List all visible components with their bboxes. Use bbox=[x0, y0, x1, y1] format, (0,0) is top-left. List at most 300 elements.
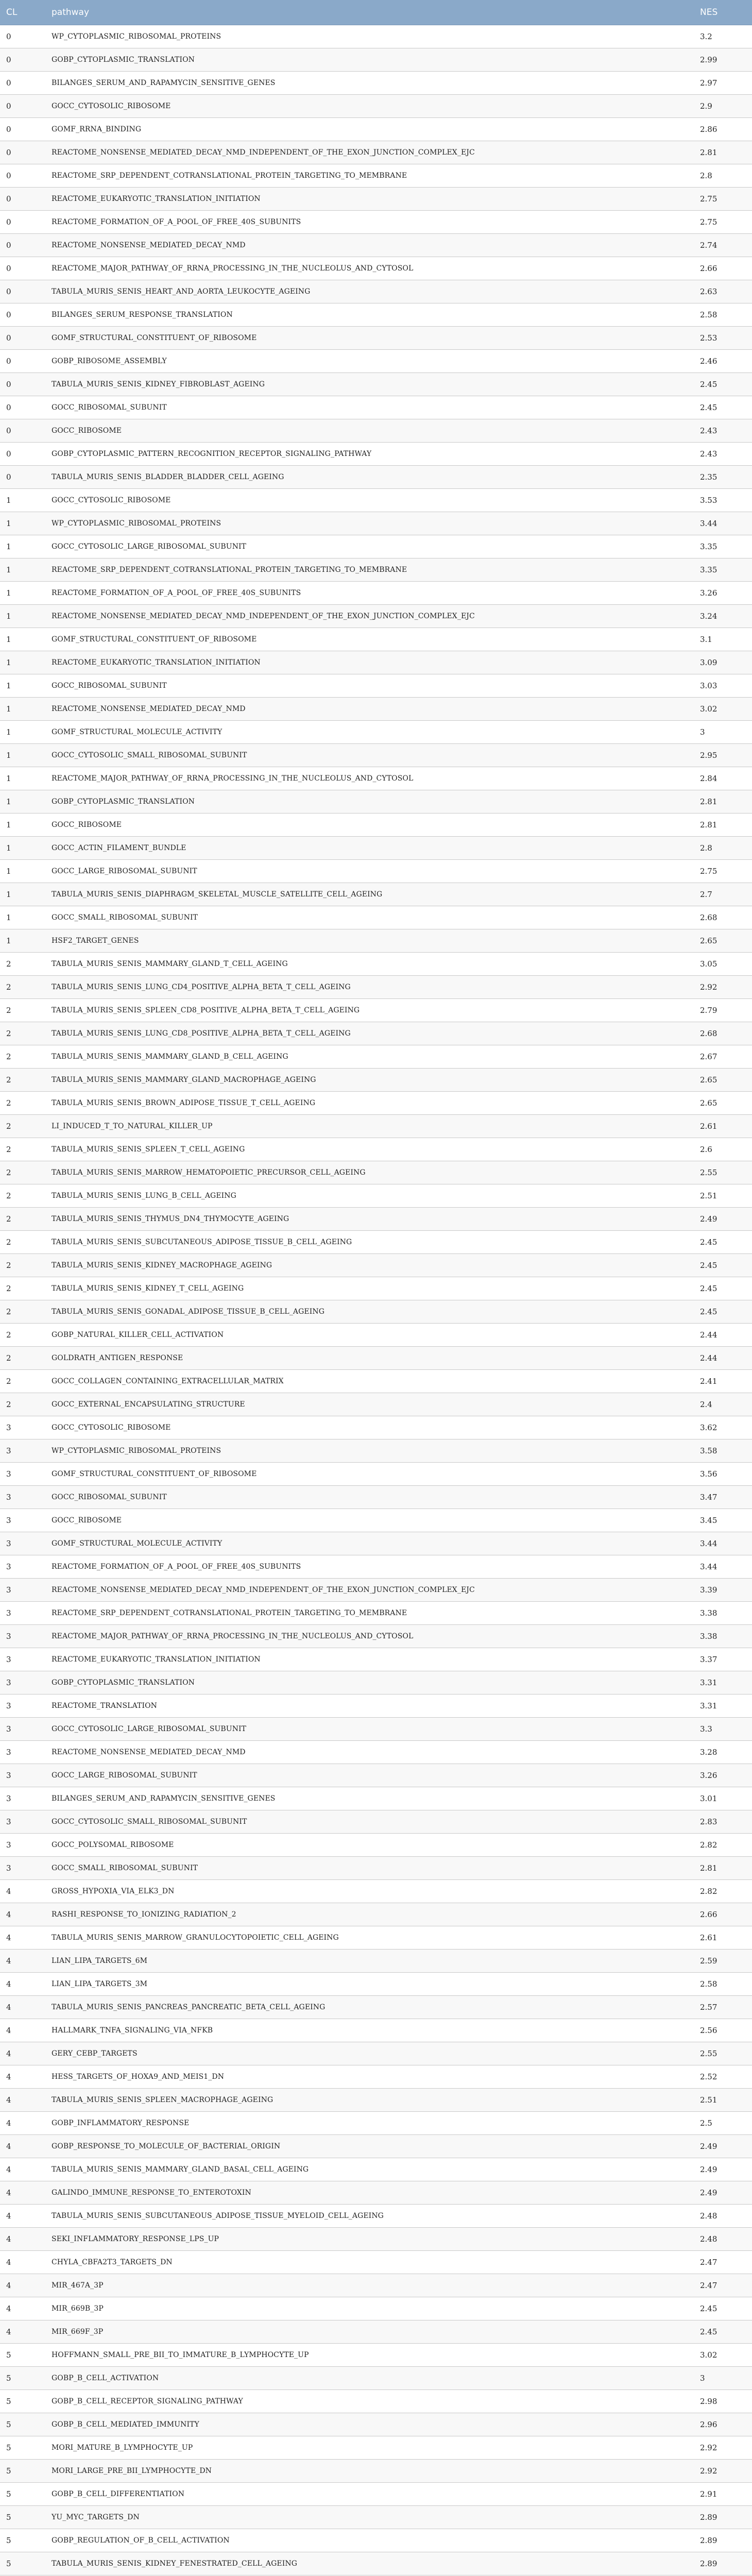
cell-cluster: 1 bbox=[0, 721, 45, 744]
cell-cluster: 1 bbox=[0, 628, 45, 651]
table-row bbox=[0, 628, 752, 651]
table-row bbox=[0, 2135, 752, 2158]
cell-cluster: 5 bbox=[0, 2552, 45, 2575]
cell-cluster: 1 bbox=[0, 512, 45, 535]
cell-cluster: 2 bbox=[0, 1045, 45, 1069]
cell-cluster: 4 bbox=[0, 2251, 45, 2274]
cell-cluster: 4 bbox=[0, 2320, 45, 2344]
cell-cluster: 0 bbox=[0, 234, 45, 257]
cell-nes: 2.8 bbox=[694, 164, 752, 188]
cell-nes: 3.31 bbox=[694, 1671, 752, 1694]
cell-nes: 2.49 bbox=[694, 2181, 752, 2205]
cell-pathway: REACTOME_SRP_DEPENDENT_COTRANSLATIONAL_PROTEIN_TARGETING_TO_MEMBRANE bbox=[45, 558, 694, 582]
cell-pathway: GROSS_HYPOXIA_VIA_ELK3_DN bbox=[45, 1880, 694, 1903]
cell-nes: 2.43 bbox=[694, 443, 752, 466]
cell-cluster: 1 bbox=[0, 605, 45, 628]
cell-cluster: 4 bbox=[0, 2297, 45, 2320]
cell-cluster: 5 bbox=[0, 2390, 45, 2413]
cell-pathway: REACTOME_NONSENSE_MEDIATED_DECAY_NMD bbox=[45, 1741, 694, 1764]
cell-pathway: GOMF_STRUCTURAL_MOLECULE_ACTIVITY bbox=[45, 1532, 694, 1555]
cell-pathway: WP_CYTOPLASMIC_RIBOSOMAL_PROTEINS bbox=[45, 25, 694, 48]
cell-nes: 2.91 bbox=[694, 2483, 752, 2506]
cell-pathway: REACTOME_NONSENSE_MEDIATED_DECAY_NMD bbox=[45, 234, 694, 257]
cell-nes: 2.4 bbox=[694, 1393, 752, 1416]
cell-nes: 3.45 bbox=[694, 1509, 752, 1532]
cell-cluster: 4 bbox=[0, 1926, 45, 1950]
cell-cluster: 1 bbox=[0, 837, 45, 860]
cell-nes: 2.45 bbox=[694, 1231, 752, 1254]
cell-nes: 2.48 bbox=[694, 2205, 752, 2228]
cell-pathway: CHYLA_CBFA2T3_TARGETS_DN bbox=[45, 2251, 694, 2274]
table-row bbox=[0, 2297, 752, 2320]
table-row bbox=[0, 2089, 752, 2112]
table-row bbox=[0, 1277, 752, 1300]
cell-cluster: 1 bbox=[0, 535, 45, 558]
table-row bbox=[0, 535, 752, 558]
table-row bbox=[0, 582, 752, 605]
cell-cluster: 2 bbox=[0, 1393, 45, 1416]
cell-cluster: 4 bbox=[0, 2089, 45, 2112]
cell-cluster: 2 bbox=[0, 1347, 45, 1370]
table-row bbox=[0, 906, 752, 929]
cell-cluster: 0 bbox=[0, 396, 45, 419]
table-row bbox=[0, 1926, 752, 1950]
cell-pathway: GALINDO_IMMUNE_RESPONSE_TO_ENTEROTOXIN bbox=[45, 2181, 694, 2205]
table-row bbox=[0, 164, 752, 188]
table-row bbox=[0, 2483, 752, 2506]
table-row bbox=[0, 2181, 752, 2205]
header-row bbox=[0, 0, 752, 25]
cell-cluster: 2 bbox=[0, 953, 45, 976]
cell-pathway: REACTOME_FORMATION_OF_A_POOL_OF_FREE_40S_SUBUNITS bbox=[45, 1555, 694, 1579]
cell-pathway: TABULA_MURIS_SENIS_SPLEEN_CD8_POSITIVE_ALPHA_BETA_T_CELL_AGEING bbox=[45, 999, 694, 1022]
cell-pathway: GOBP_INFLAMMATORY_RESPONSE bbox=[45, 2112, 694, 2135]
cell-cluster: 5 bbox=[0, 2529, 45, 2552]
cell-nes: 2.45 bbox=[694, 396, 752, 419]
table-header bbox=[0, 0, 752, 25]
cell-cluster: 2 bbox=[0, 1115, 45, 1138]
table-row bbox=[0, 1231, 752, 1254]
cell-pathway: GOCC_RIBOSOME bbox=[45, 814, 694, 837]
cell-pathway: LI_INDUCED_T_TO_NATURAL_KILLER_UP bbox=[45, 1115, 694, 1138]
cell-pathway: GOCC_SMALL_RIBOSOMAL_SUBUNIT bbox=[45, 1857, 694, 1880]
cell-pathway: MIR_669B_3P bbox=[45, 2297, 694, 2320]
table-row bbox=[0, 1022, 752, 1045]
table-row bbox=[0, 1880, 752, 1903]
cell-pathway: REACTOME_NONSENSE_MEDIATED_DECAY_NMD bbox=[45, 698, 694, 721]
header-pathway: pathway bbox=[45, 0, 694, 25]
table-row bbox=[0, 303, 752, 327]
cell-cluster: 0 bbox=[0, 466, 45, 489]
cell-cluster: 5 bbox=[0, 2344, 45, 2367]
table-row bbox=[0, 1115, 752, 1138]
cell-pathway: GOCC_CYTOSOLIC_SMALL_RIBOSOMAL_SUBUNIT bbox=[45, 1810, 694, 1834]
table-row bbox=[0, 1138, 752, 1161]
table-row bbox=[0, 1416, 752, 1439]
cell-pathway: MIR_669F_3P bbox=[45, 2320, 694, 2344]
table-row bbox=[0, 141, 752, 164]
table-row bbox=[0, 1579, 752, 1602]
cell-cluster: 0 bbox=[0, 419, 45, 443]
cell-cluster: 4 bbox=[0, 2158, 45, 2181]
cell-nes: 2.49 bbox=[694, 2135, 752, 2158]
cell-pathway: GOBP_B_CELL_ACTIVATION bbox=[45, 2367, 694, 2390]
table-row bbox=[0, 1370, 752, 1393]
cell-pathway: RASHI_RESPONSE_TO_IONIZING_RADIATION_2 bbox=[45, 1903, 694, 1926]
table-row bbox=[0, 211, 752, 234]
table-row bbox=[0, 466, 752, 489]
cell-nes: 3.02 bbox=[694, 2344, 752, 2367]
cell-pathway: REACTOME_FORMATION_OF_A_POOL_OF_FREE_40S_SUBUNITS bbox=[45, 582, 694, 605]
cell-nes: 2.6 bbox=[694, 1138, 752, 1161]
cell-nes: 2.66 bbox=[694, 257, 752, 280]
cell-pathway: TABULA_MURIS_SENIS_MARROW_GRANULOCYTOPOIETIC_CELL_AGEING bbox=[45, 1926, 694, 1950]
cell-nes: 2.57 bbox=[694, 1996, 752, 2019]
table-row bbox=[0, 72, 752, 95]
header-nes: NES bbox=[694, 0, 752, 25]
cell-cluster: 4 bbox=[0, 2274, 45, 2297]
cell-pathway: GOCC_RIBOSOME bbox=[45, 1509, 694, 1532]
cell-nes: 2.86 bbox=[694, 118, 752, 141]
cell-cluster: 3 bbox=[0, 1625, 45, 1648]
cell-pathway: GOBP_B_CELL_MEDIATED_IMMUNITY bbox=[45, 2413, 694, 2436]
cell-cluster: 2 bbox=[0, 1208, 45, 1231]
cell-cluster: 0 bbox=[0, 188, 45, 211]
cell-cluster: 4 bbox=[0, 1903, 45, 1926]
cell-pathway: TABULA_MURIS_SENIS_GONADAL_ADIPOSE_TISSUE_B_CELL_AGEING bbox=[45, 1300, 694, 1324]
cell-cluster: 0 bbox=[0, 373, 45, 396]
cell-nes: 2.82 bbox=[694, 1880, 752, 1903]
table-row bbox=[0, 558, 752, 582]
table-row bbox=[0, 2413, 752, 2436]
cell-pathway: REACTOME_MAJOR_PATHWAY_OF_RRNA_PROCESSING_IN_THE_NUCLEOLUS_AND_CYTOSOL bbox=[45, 767, 694, 790]
table-row bbox=[0, 2320, 752, 2344]
cell-cluster: 1 bbox=[0, 929, 45, 953]
cell-cluster: 5 bbox=[0, 2436, 45, 2460]
table-row bbox=[0, 651, 752, 674]
cell-pathway: TABULA_MURIS_SENIS_HEART_AND_AORTA_LEUKOCYTE_AGEING bbox=[45, 280, 694, 303]
cell-pathway: YU_MYC_TARGETS_DN bbox=[45, 2506, 694, 2529]
cell-cluster: 1 bbox=[0, 489, 45, 512]
cell-nes: 2.55 bbox=[694, 1161, 752, 1184]
cell-pathway: REACTOME_SRP_DEPENDENT_COTRANSLATIONAL_PROTEIN_TARGETING_TO_MEMBRANE bbox=[45, 164, 694, 188]
cell-cluster: 2 bbox=[0, 1300, 45, 1324]
cell-cluster: 3 bbox=[0, 1718, 45, 1741]
table-row bbox=[0, 1161, 752, 1184]
cell-cluster: 3 bbox=[0, 1555, 45, 1579]
cell-pathway: REACTOME_EUKARYOTIC_TRANSLATION_INITIATION bbox=[45, 651, 694, 674]
cell-pathway: GOCC_CYTOSOLIC_LARGE_RIBOSOMAL_SUBUNIT bbox=[45, 1718, 694, 1741]
header-cl: CL bbox=[0, 0, 45, 25]
table-row bbox=[0, 1324, 752, 1347]
cell-nes: 2.45 bbox=[694, 373, 752, 396]
cell-pathway: GOCC_CYTOSOLIC_RIBOSOME bbox=[45, 489, 694, 512]
cell-cluster: 4 bbox=[0, 2228, 45, 2251]
cell-cluster: 2 bbox=[0, 1254, 45, 1277]
table-row bbox=[0, 118, 752, 141]
cell-nes: 2.81 bbox=[694, 141, 752, 164]
cell-pathway: REACTOME_EUKARYOTIC_TRANSLATION_INITIATION bbox=[45, 188, 694, 211]
cell-pathway: REACTOME_FORMATION_OF_A_POOL_OF_FREE_40S_SUBUNITS bbox=[45, 211, 694, 234]
cell-nes: 2.45 bbox=[694, 2297, 752, 2320]
cell-nes: 2.45 bbox=[694, 1254, 752, 1277]
cell-pathway: TABULA_MURIS_SENIS_SUBCUTANEOUS_ADIPOSE_TISSUE_MYELOID_CELL_AGEING bbox=[45, 2205, 694, 2228]
cell-nes: 2.89 bbox=[694, 2506, 752, 2529]
table-row bbox=[0, 48, 752, 72]
cell-nes: 2.5 bbox=[694, 2112, 752, 2135]
cell-nes: 3.2 bbox=[694, 25, 752, 48]
cell-nes: 3.47 bbox=[694, 1486, 752, 1509]
cell-pathway: GOMF_STRUCTURAL_MOLECULE_ACTIVITY bbox=[45, 721, 694, 744]
cell-nes: 3.26 bbox=[694, 1764, 752, 1787]
cell-pathway: TABULA_MURIS_SENIS_KIDNEY_T_CELL_AGEING bbox=[45, 1277, 694, 1300]
cell-nes: 2.58 bbox=[694, 303, 752, 327]
table-row bbox=[0, 1347, 752, 1370]
cell-pathway: GOCC_LARGE_RIBOSOMAL_SUBUNIT bbox=[45, 860, 694, 883]
table-row bbox=[0, 1254, 752, 1277]
cell-pathway: REACTOME_MAJOR_PATHWAY_OF_RRNA_PROCESSING_IN_THE_NUCLEOLUS_AND_CYTOSOL bbox=[45, 257, 694, 280]
cell-nes: 2.82 bbox=[694, 1834, 752, 1857]
table-row bbox=[0, 1857, 752, 1880]
cell-pathway: GOCC_RIBOSOMAL_SUBUNIT bbox=[45, 674, 694, 698]
table-row bbox=[0, 2112, 752, 2135]
cell-pathway: GOBP_B_CELL_DIFFERENTIATION bbox=[45, 2483, 694, 2506]
cell-cluster: 3 bbox=[0, 1602, 45, 1625]
table-row bbox=[0, 512, 752, 535]
cell-pathway: LIAN_LIPA_TARGETS_6M bbox=[45, 1950, 694, 1973]
table-row bbox=[0, 95, 752, 118]
cell-pathway: GOMF_STRUCTURAL_CONSTITUENT_OF_RIBOSOME bbox=[45, 327, 694, 350]
cell-nes: 2.45 bbox=[694, 1300, 752, 1324]
cell-cluster: 3 bbox=[0, 1764, 45, 1787]
cell-cluster: 0 bbox=[0, 257, 45, 280]
cell-nes: 2.98 bbox=[694, 2390, 752, 2413]
cell-nes: 2.68 bbox=[694, 1022, 752, 1045]
table-row bbox=[0, 2529, 752, 2552]
cell-cluster: 3 bbox=[0, 1532, 45, 1555]
cell-nes: 2.49 bbox=[694, 2158, 752, 2181]
table-row bbox=[0, 790, 752, 814]
cell-cluster: 5 bbox=[0, 2367, 45, 2390]
cell-pathway: TABULA_MURIS_SENIS_LUNG_CD4_POSITIVE_ALPHA_BETA_T_CELL_AGEING bbox=[45, 976, 694, 999]
cell-nes: 2.41 bbox=[694, 1370, 752, 1393]
cell-nes: 2.75 bbox=[694, 188, 752, 211]
table-row bbox=[0, 1208, 752, 1231]
cell-nes: 3.39 bbox=[694, 1579, 752, 1602]
cell-nes: 2.47 bbox=[694, 2251, 752, 2274]
cell-pathway: TABULA_MURIS_SENIS_LUNG_CD8_POSITIVE_ALPHA_BETA_T_CELL_AGEING bbox=[45, 1022, 694, 1045]
cell-nes: 2.66 bbox=[694, 1903, 752, 1926]
cell-nes: 2.7 bbox=[694, 883, 752, 906]
cell-nes: 2.47 bbox=[694, 2274, 752, 2297]
table-row bbox=[0, 860, 752, 883]
cell-cluster: 0 bbox=[0, 350, 45, 373]
table-row bbox=[0, 814, 752, 837]
table-row bbox=[0, 1741, 752, 1764]
cell-pathway: GOBP_CYTOPLASMIC_PATTERN_RECOGNITION_RECEPTOR_SIGNALING_PATHWAY bbox=[45, 443, 694, 466]
cell-pathway: GOBP_REGULATION_OF_B_CELL_ACTIVATION bbox=[45, 2529, 694, 2552]
cell-nes: 2.35 bbox=[694, 466, 752, 489]
table-row bbox=[0, 837, 752, 860]
cell-cluster: 1 bbox=[0, 582, 45, 605]
cell-nes: 3.44 bbox=[694, 512, 752, 535]
cell-cluster: 4 bbox=[0, 2205, 45, 2228]
cell-pathway: GOCC_ACTIN_FILAMENT_BUNDLE bbox=[45, 837, 694, 860]
cell-pathway: GOCC_CYTOSOLIC_RIBOSOME bbox=[45, 1416, 694, 1439]
table-row bbox=[0, 234, 752, 257]
cell-pathway: WP_CYTOPLASMIC_RIBOSOMAL_PROTEINS bbox=[45, 512, 694, 535]
table-row bbox=[0, 605, 752, 628]
cell-nes: 2.81 bbox=[694, 1857, 752, 1880]
cell-pathway: WP_CYTOPLASMIC_RIBOSOMAL_PROTEINS bbox=[45, 1439, 694, 1463]
cell-nes: 2.52 bbox=[694, 2065, 752, 2089]
table-row bbox=[0, 1092, 752, 1115]
table-row bbox=[0, 1810, 752, 1834]
cell-nes: 2.75 bbox=[694, 211, 752, 234]
table-row bbox=[0, 999, 752, 1022]
cell-cluster: 0 bbox=[0, 141, 45, 164]
cell-cluster: 3 bbox=[0, 1486, 45, 1509]
cell-pathway: TABULA_MURIS_SENIS_SUBCUTANEOUS_ADIPOSE_TISSUE_B_CELL_AGEING bbox=[45, 1231, 694, 1254]
cell-nes: 3.09 bbox=[694, 651, 752, 674]
cell-nes: 2.89 bbox=[694, 2529, 752, 2552]
table-row bbox=[0, 1834, 752, 1857]
cell-nes: 2.65 bbox=[694, 1092, 752, 1115]
table-row bbox=[0, 1555, 752, 1579]
cell-cluster: 2 bbox=[0, 1161, 45, 1184]
table-row bbox=[0, 1602, 752, 1625]
cell-cluster: 1 bbox=[0, 558, 45, 582]
cell-cluster: 3 bbox=[0, 1509, 45, 1532]
cell-cluster: 2 bbox=[0, 1184, 45, 1208]
cell-cluster: 1 bbox=[0, 698, 45, 721]
cell-cluster: 1 bbox=[0, 674, 45, 698]
table-row bbox=[0, 2460, 752, 2483]
cell-nes: 3.44 bbox=[694, 1555, 752, 1579]
table-row bbox=[0, 2344, 752, 2367]
table-row bbox=[0, 2019, 752, 2042]
cell-cluster: 0 bbox=[0, 211, 45, 234]
cell-cluster: 4 bbox=[0, 1880, 45, 1903]
table-row bbox=[0, 1069, 752, 1092]
cell-nes: 2.9 bbox=[694, 95, 752, 118]
table-row bbox=[0, 280, 752, 303]
cell-pathway: REACTOME_TRANSLATION bbox=[45, 1694, 694, 1718]
cell-pathway: LIAN_LIPA_TARGETS_3M bbox=[45, 1973, 694, 1996]
table-row bbox=[0, 350, 752, 373]
cell-nes: 3.31 bbox=[694, 1694, 752, 1718]
cell-cluster: 2 bbox=[0, 1092, 45, 1115]
cell-nes: 2.83 bbox=[694, 1810, 752, 1834]
table-row bbox=[0, 443, 752, 466]
cell-pathway: HSF2_TARGET_GENES bbox=[45, 929, 694, 953]
cell-cluster: 0 bbox=[0, 118, 45, 141]
cell-nes: 2.65 bbox=[694, 1069, 752, 1092]
cell-pathway: GERY_CEBP_TARGETS bbox=[45, 2042, 694, 2065]
cell-nes: 3.53 bbox=[694, 489, 752, 512]
cell-pathway: GOBP_RIBOSOME_ASSEMBLY bbox=[45, 350, 694, 373]
cell-pathway: MORI_LARGE_PRE_BII_LYMPHOCYTE_DN bbox=[45, 2460, 694, 2483]
table-row bbox=[0, 1694, 752, 1718]
cell-cluster: 2 bbox=[0, 1324, 45, 1347]
cell-cluster: 5 bbox=[0, 2460, 45, 2483]
cell-nes: 2.51 bbox=[694, 1184, 752, 1208]
table-row bbox=[0, 373, 752, 396]
cell-nes: 2.92 bbox=[694, 2460, 752, 2483]
cell-cluster: 4 bbox=[0, 1950, 45, 1973]
cell-pathway: GOCC_SMALL_RIBOSOMAL_SUBUNIT bbox=[45, 906, 694, 929]
cell-cluster: 4 bbox=[0, 2181, 45, 2205]
cell-pathway: REACTOME_NONSENSE_MEDIATED_DECAY_NMD_INDEPENDENT_OF_THE_EXON_JUNCTION_COMPLEX_EJC bbox=[45, 605, 694, 628]
cell-nes: 3.56 bbox=[694, 1463, 752, 1486]
cell-cluster: 0 bbox=[0, 72, 45, 95]
cell-cluster: 4 bbox=[0, 2065, 45, 2089]
cell-pathway: TABULA_MURIS_SENIS_SPLEEN_MACROPHAGE_AGEING bbox=[45, 2089, 694, 2112]
cell-nes: 2.58 bbox=[694, 1973, 752, 1996]
cell-nes: 2.67 bbox=[694, 1045, 752, 1069]
cell-pathway: GOBP_CYTOPLASMIC_TRANSLATION bbox=[45, 790, 694, 814]
table-row bbox=[0, 1439, 752, 1463]
cell-nes: 2.68 bbox=[694, 906, 752, 929]
cell-nes: 3.35 bbox=[694, 535, 752, 558]
cell-cluster: 0 bbox=[0, 443, 45, 466]
cell-pathway: TABULA_MURIS_SENIS_MAMMARY_GLAND_BASAL_CELL_AGEING bbox=[45, 2158, 694, 2181]
cell-nes: 3.26 bbox=[694, 582, 752, 605]
cell-nes: 2.92 bbox=[694, 2436, 752, 2460]
cell-pathway: TABULA_MURIS_SENIS_MAMMARY_GLAND_B_CELL_AGEING bbox=[45, 1045, 694, 1069]
cell-pathway: TABULA_MURIS_SENIS_BLADDER_BLADDER_CELL_AGEING bbox=[45, 466, 694, 489]
cell-cluster: 0 bbox=[0, 48, 45, 72]
cell-cluster: 2 bbox=[0, 1022, 45, 1045]
cell-nes: 3.28 bbox=[694, 1741, 752, 1764]
cell-nes: 2.44 bbox=[694, 1324, 752, 1347]
table-row bbox=[0, 25, 752, 48]
cell-pathway: GOCC_CYTOSOLIC_SMALL_RIBOSOMAL_SUBUNIT bbox=[45, 744, 694, 767]
cell-pathway: TABULA_MURIS_SENIS_LUNG_B_CELL_AGEING bbox=[45, 1184, 694, 1208]
table-row bbox=[0, 1486, 752, 1509]
cell-cluster: 3 bbox=[0, 1694, 45, 1718]
table-row bbox=[0, 257, 752, 280]
cell-cluster: 1 bbox=[0, 767, 45, 790]
cell-cluster: 1 bbox=[0, 814, 45, 837]
table-row bbox=[0, 953, 752, 976]
cell-nes: 2.43 bbox=[694, 419, 752, 443]
cell-nes: 2.55 bbox=[694, 2042, 752, 2065]
cell-cluster: 4 bbox=[0, 1996, 45, 2019]
cell-cluster: 2 bbox=[0, 976, 45, 999]
table-row bbox=[0, 2367, 752, 2390]
cell-pathway: REACTOME_NONSENSE_MEDIATED_DECAY_NMD_INDEPENDENT_OF_THE_EXON_JUNCTION_COMPLEX_EJC bbox=[45, 1579, 694, 1602]
table-row bbox=[0, 2390, 752, 2413]
cell-pathway: GOCC_COLLAGEN_CONTAINING_EXTRACELLULAR_MATRIX bbox=[45, 1370, 694, 1393]
cell-nes: 3 bbox=[694, 721, 752, 744]
table-row bbox=[0, 1625, 752, 1648]
cell-nes: 2.84 bbox=[694, 767, 752, 790]
cell-cluster: 3 bbox=[0, 1834, 45, 1857]
cell-nes: 3.38 bbox=[694, 1625, 752, 1648]
cell-cluster: 4 bbox=[0, 2019, 45, 2042]
cell-cluster: 2 bbox=[0, 1138, 45, 1161]
table-row bbox=[0, 2274, 752, 2297]
cell-pathway: TABULA_MURIS_SENIS_THYMUS_DN4_THYMOCYTE_AGEING bbox=[45, 1208, 694, 1231]
table-row bbox=[0, 2205, 752, 2228]
cell-cluster: 1 bbox=[0, 906, 45, 929]
cell-pathway: TABULA_MURIS_SENIS_KIDNEY_FENESTRATED_CELL_AGEING bbox=[45, 2552, 694, 2575]
cell-nes: 2.45 bbox=[694, 2320, 752, 2344]
cell-pathway: MORI_MATURE_B_LYMPHOCYTE_UP bbox=[45, 2436, 694, 2460]
table-row bbox=[0, 1045, 752, 1069]
cell-cluster: 4 bbox=[0, 2042, 45, 2065]
